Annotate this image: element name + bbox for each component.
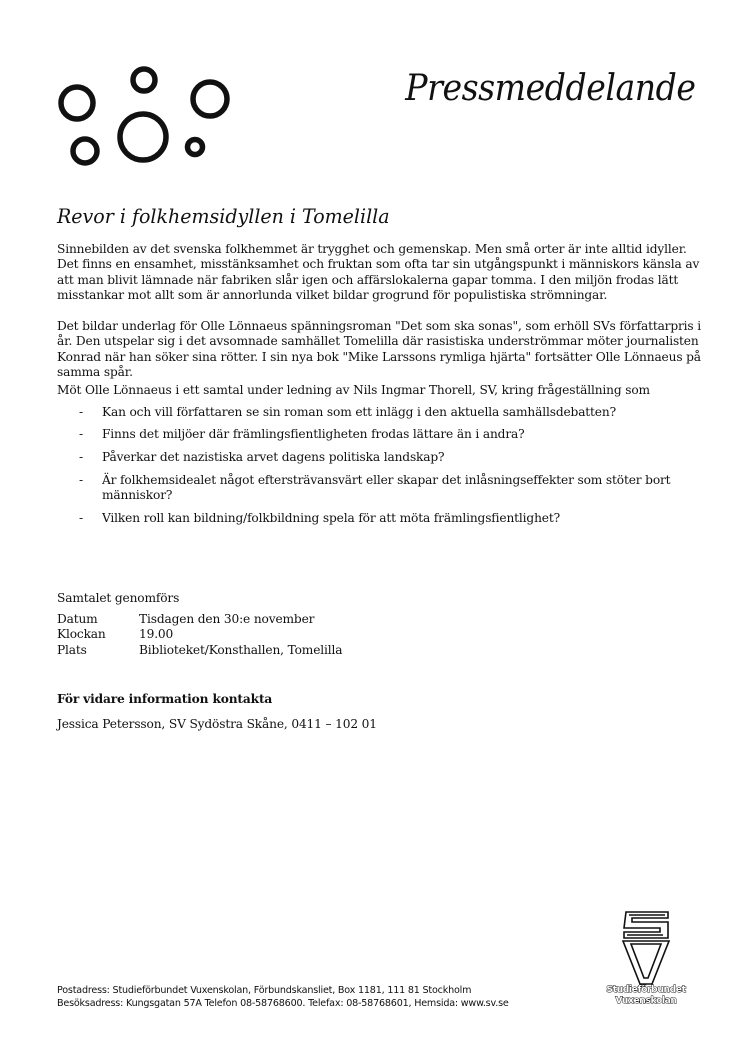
table-row: [55, 643, 342, 658]
headline: Revor i folkhemsidyllen i Tomelilla: [57, 204, 390, 228]
question-list: [57, 405, 707, 527]
bullet-dash: -: [79, 404, 83, 419]
visiting-address: Besöksadress: Kungsgatan 57A Telefon 08-58768600. Telefax: 08-58768601, Hemsida: www.sv.se: [57, 998, 509, 1009]
table-row: [55, 627, 342, 642]
table-row: [55, 612, 342, 627]
detail-value: Tisdagen den 30:e november: [139, 612, 315, 626]
paragraph-novel: Det bildar underlag för Olle Lönnaeus spänningsroman "Det som ska sonas", som erhöll SVs författarpris i år. Den utspelar sig i det avsomnade samhället Tomelilla där rasistiska underströmmar möter journalisten Konrad när han söker sina rötter. I sin nya bok "Mike Larssons rymliga hjärta" fortsätter Olle Lönnaeus på samma spår.: [57, 319, 702, 380]
list-item: - Påverkar det nazistiska arvet dagens politiska landskap?: [79, 450, 445, 465]
bullet-dash: -: [79, 473, 83, 488]
detail-label: Klockan: [57, 627, 106, 642]
bullet-dash: -: [79, 427, 83, 442]
footer-address: [57, 984, 509, 1010]
list-item: - Kan och vill författaren se sin roman som ett inlägg i den aktuella samhällsdebatten?: [79, 404, 616, 419]
bullet-dash: -: [79, 450, 83, 465]
contact-heading: För vidare information kontakta: [57, 692, 273, 706]
event-intro: Samtalet genomförs: [57, 591, 180, 605]
postal-address: Postadress: Studieförbundet Vuxenskolan, Förbundskansliet, Box 1181, 111 81 Stockholm: [57, 985, 472, 996]
body-text: [57, 242, 707, 534]
sv-logo-wordmark: Studieförbundet Vuxenskolan: [606, 984, 686, 1006]
detail-label: Plats: [57, 642, 87, 657]
event-details-table: [55, 612, 342, 658]
detail-value: 19.00: [139, 627, 174, 642]
list-item: - Är folkhemsidealet något eftersträvansvärt eller skapar det inlåsningseffekter som stöter bort människor?: [79, 473, 671, 503]
paragraph-intro: Sinnebilden av det svenska folkhemmet är trygghet och gemenskap. Men små orter är inte alltid idyller. Det finns en ensamhet, misstänksamhet och fruktan som ofta tar sin utgångspunkt i människors känsla av att man blivit lämnade när fabriken slår igen och affärslokalerna gapar tomma. I den miljön frodas lätt misstankar mot allt som är annorlunda vilket bildar grogrund för populistiska strömningar.: [57, 242, 700, 302]
document-type-title: Pressmeddelande: [405, 68, 696, 109]
paragraph-meeting: Möt Olle Lönnaeus i ett samtal under ledning av Nils Ingmar Thorell, SV, kring frågeställning som: [57, 383, 650, 398]
list-item: - Vilken roll kan bildning/folkbildning spela för att möta främlingsfientlighet?: [79, 511, 560, 526]
list-item: - Finns det miljöer där främlingsfientligheten frodas lättare än i andra?: [79, 427, 525, 442]
detail-label: Datum: [57, 612, 98, 626]
bullet-dash: -: [79, 511, 83, 526]
contact-line: Jessica Petersson, SV Sydöstra Skåne, 0411 – 102 01: [57, 717, 377, 731]
detail-value: Biblioteket/Konsthallen, Tomelilla: [139, 642, 343, 657]
circles-logo-icon: [56, 64, 236, 170]
